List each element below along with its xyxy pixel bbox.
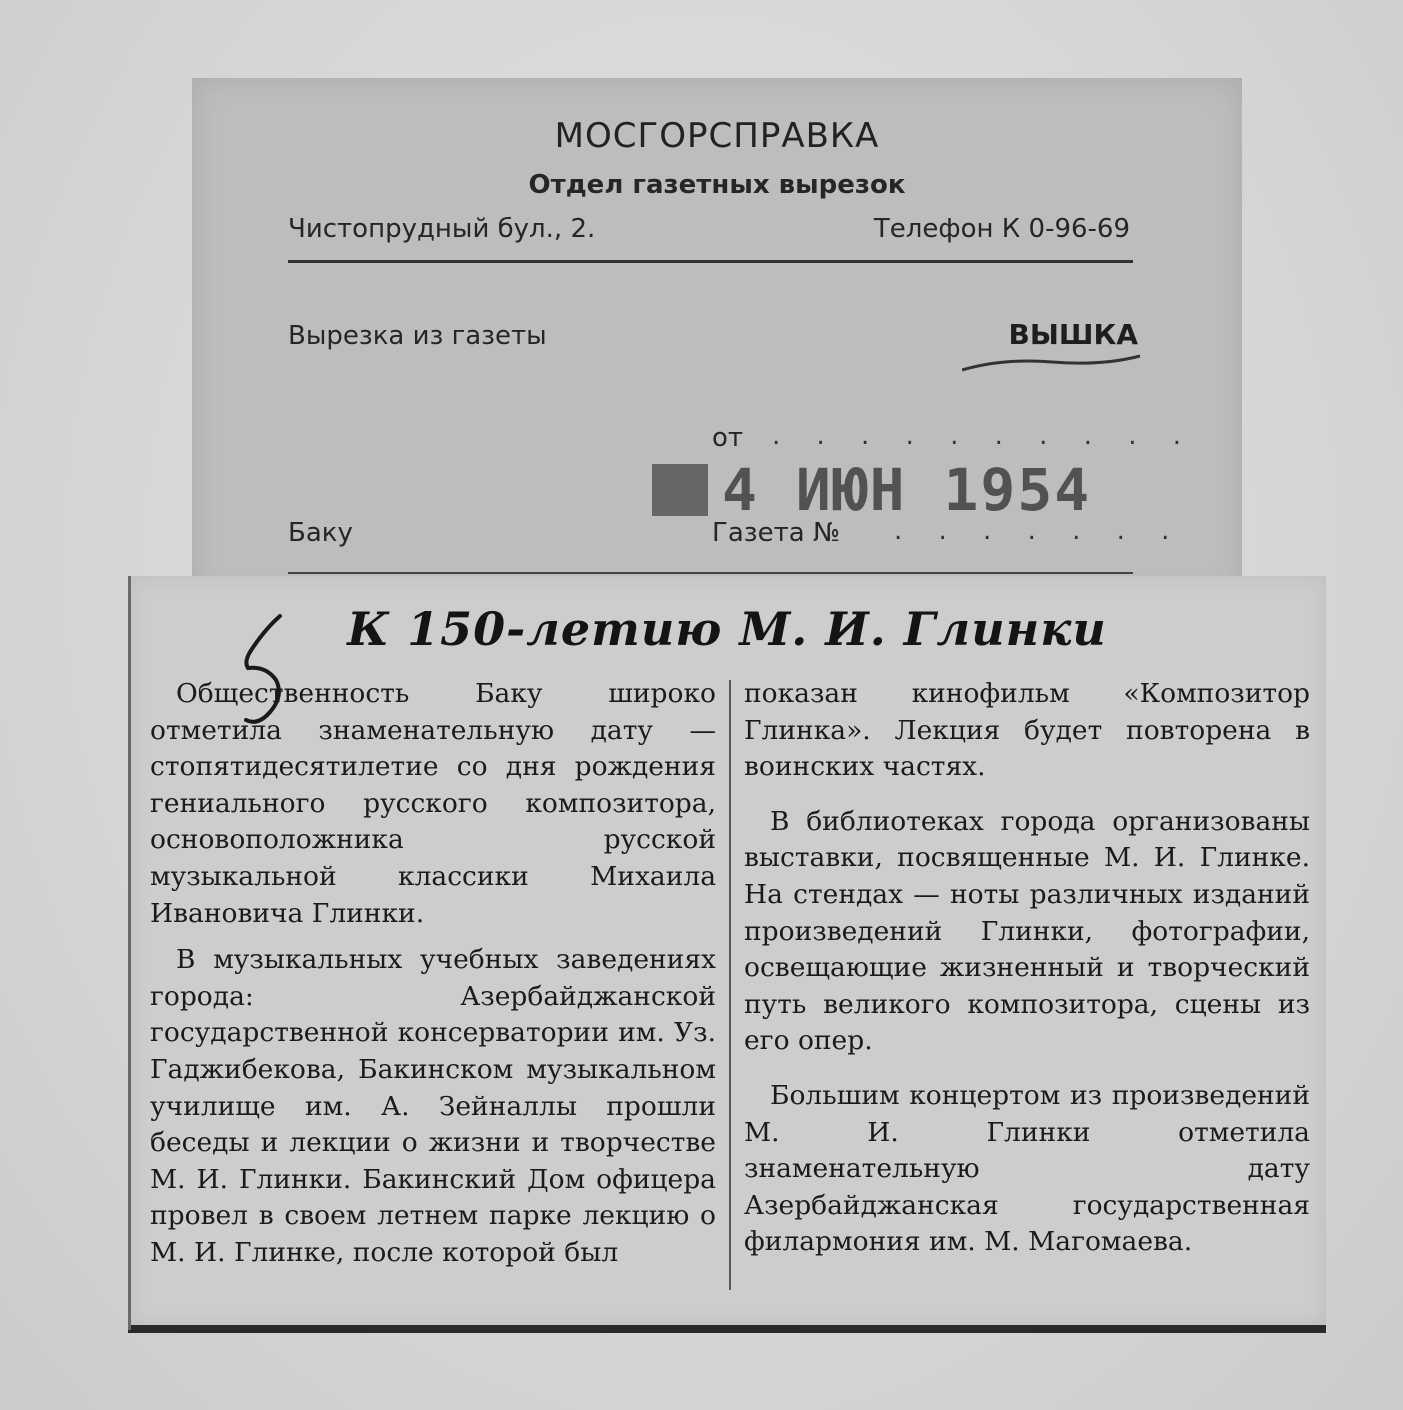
date-stamp-text: 4 ИЮН 1954 (722, 456, 1092, 524)
newspaper-clipping (128, 576, 1326, 1330)
slip-divider-bottom (288, 572, 1133, 574)
slip-divider-top (288, 260, 1133, 263)
article-paragraph: Большим концертом из произведений М. И. Глинки отметила знаменательную дату Азербайджанская государственная филармония им. М. Магомаева. (744, 1079, 1310, 1258)
issue-fill-dots: . . . . . . . (894, 516, 1184, 546)
article-column-left (150, 676, 716, 1272)
agency-address: Чистопрудный бул., 2. (288, 214, 596, 244)
agency-phone: Телефон К 0-96-69 (873, 214, 1130, 244)
department-name: Отдел газетных вырезок (528, 170, 906, 200)
article-paragraph: показан кинофильм «Композитор Глинка». Лекция будет повторена в воинских частях. (744, 678, 1310, 783)
article-paragraph: Общественность Баку широко отметила знаменательную дату — стопятидесятилетие со дня рождения гениального русского композитора, основоположника русской музыкальной классики Михаила Ивановича Глинки. (150, 678, 716, 929)
clipping-edge (128, 576, 131, 1330)
article-paragraph: В музыкальных учебных заведениях города: Азербайджанской государственной консерватории им. Уз. Гаджибекова, Бакинском музыкальном училище им. А. Зейналлы прошли беседы и лекции о жизни и творчестве М. И. Глинки. Бакинский Дом офицера провел в своем летнем парке лекцию о М. И. Глинке, после которой был (150, 944, 716, 1268)
date-label: от (712, 423, 744, 453)
article-column-right (744, 676, 1310, 1261)
city-label: Баку (288, 518, 353, 548)
clipping-bureau-slip (192, 78, 1242, 598)
article-headline: К 150-летию М. И. Глинки (347, 602, 1107, 656)
date-stamp (652, 458, 1091, 522)
agency-name: МОСГОРСПРАВКА (554, 116, 880, 156)
newspaper-name: ВЫШКА (1008, 318, 1138, 351)
article-paragraph: В библиотеках города организованы выставки, посвященные М. И. Глинке. На стендах — ноты различных изданий произведений Глинки, фотографии, освещающие жизненный и творческий путь великого композитора, сцены из его опер. (744, 805, 1310, 1057)
newspaper-underline-mark (962, 352, 1142, 376)
column-divider (729, 680, 731, 1290)
cut-from-label: Вырезка из газеты (288, 321, 547, 351)
issue-label: Газета № (712, 518, 840, 548)
date-fill-dots: . . . . . . . . . . (772, 421, 1196, 451)
stamp-mark-icon (652, 464, 708, 516)
